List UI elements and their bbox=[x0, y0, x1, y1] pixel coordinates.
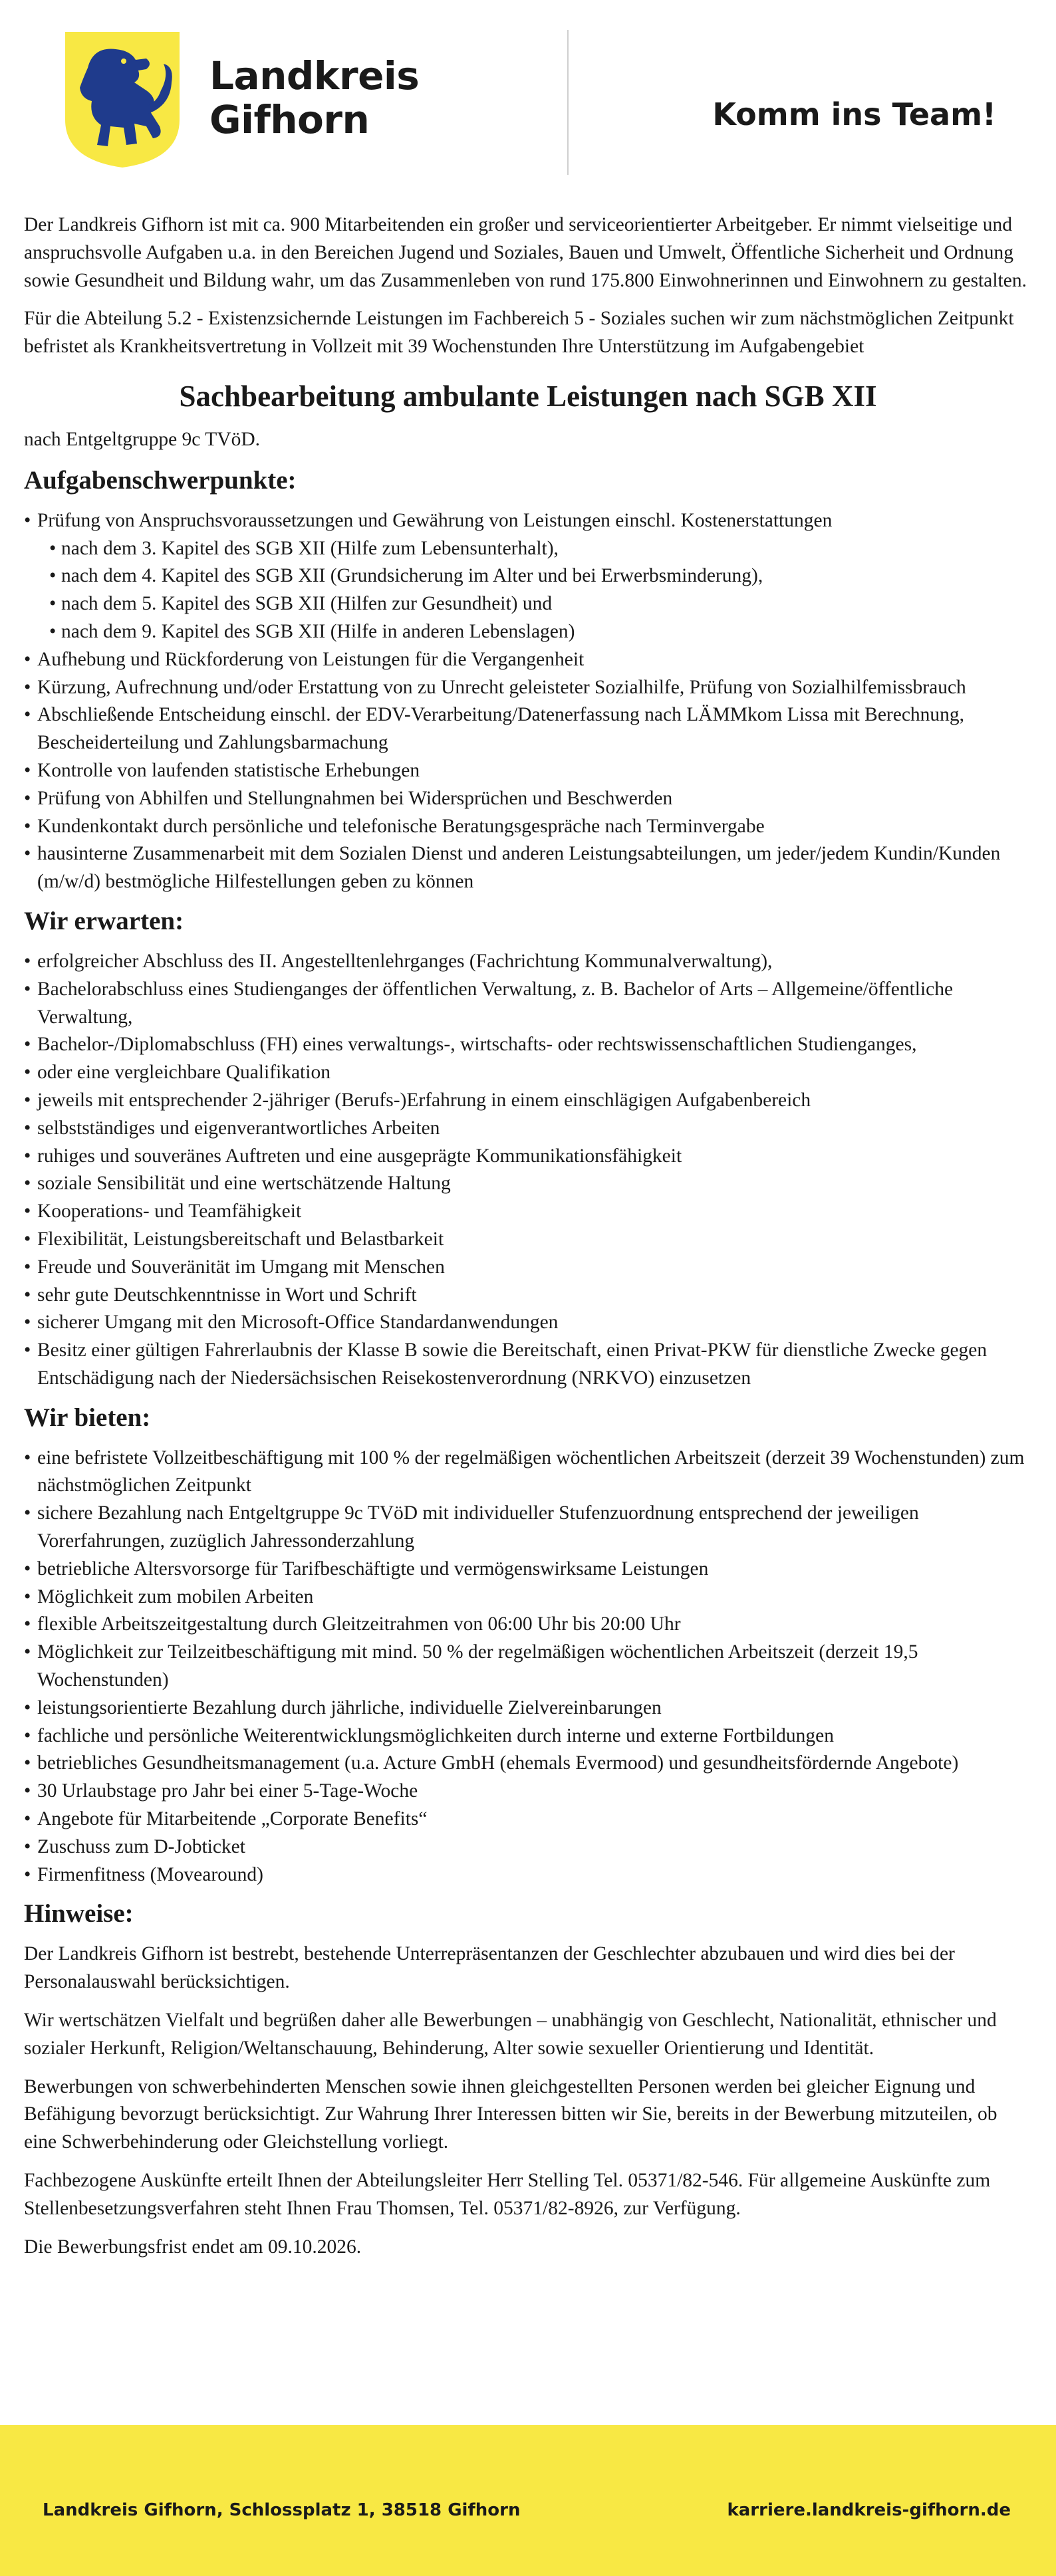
list-item: • oder eine vergleichbare Qualifikation bbox=[24, 1059, 1032, 1087]
brand-wordmark bbox=[209, 53, 420, 144]
list-item: • Möglichkeit zur Teilzeitbeschäftigung mit mind. 50 % der regelmäßigen wöchentlichen Arbeitszeit (derzeit 19,5 Wochenstunden) bbox=[24, 1639, 1032, 1695]
list-item: • 30 Urlaubstage pro Jahr bei einer 5-Tage-Woche bbox=[24, 1778, 1032, 1806]
lion-shield-icon bbox=[47, 27, 199, 170]
application-deadline: Die Bewerbungsfrist endet am 09.10.2026. bbox=[24, 2236, 362, 2258]
list-item: • sichere Bezahlung nach Entgeltgruppe 9c TVöD mit individueller Stufenzuordnung entsprechend der jeweiligen Vorerfahrungen, zuzüglich Jahressonderzahlung bbox=[24, 1500, 1032, 1556]
list-item: • Firmenfitness (Movearound) bbox=[24, 1861, 1032, 1889]
list-item: • leistungsorientierte Bezahlung durch jährliche, individuelle Zielvereinbarungen bbox=[24, 1695, 1032, 1722]
list-item: • erfolgreicher Abschluss des II. Angestelltenlehrganges (Fachrichtung Kommunalverwaltung), bbox=[24, 948, 1032, 976]
list-item: • Kooperations- und Teamfähigkeit bbox=[24, 1198, 1032, 1226]
list-item: • Kontrolle von laufenden statistische Erhebungen bbox=[24, 757, 1032, 785]
list-item: • Bachelor-/Diplomabschluss (FH) eines verwaltungs-, wirtschafts- oder rechtswissenschaftlichen Studienganges, bbox=[24, 1031, 1032, 1059]
list-item: • ruhiges und souveränes Auftreten und eine ausgeprägte Kommunikationsfähigkeit bbox=[24, 1143, 1032, 1171]
list-item: • Kürzung, Aufrechnung und/oder Erstattung von zu Unrecht geleisteter Sozialhilfe, Prüfung von Sozialhilfemissbrauch bbox=[24, 674, 1032, 702]
list-item: • sicherer Umgang mit den Microsoft-Office Standardanwendungen bbox=[24, 1309, 1032, 1337]
list-item bbox=[24, 507, 1032, 646]
list-item: • hausinterne Zusammenarbeit mit dem Sozialen Dienst und anderen Leistungsabteilungen, um jeder/jedem Kundin/Kunden (m/w/d) bestmögliche Hilfestellungen geben zu können bbox=[24, 840, 1032, 896]
job-title: Sachbearbeitung ambulante Leistungen nach SGB XII bbox=[179, 379, 877, 413]
career-website-link[interactable]: karriere.landkreis-gifhorn.de bbox=[727, 2500, 1011, 2520]
list-item: • eine befristete Vollzeitbeschäftigung mit 100 % der regelmäßigen wöchentlichen Arbeitszeit (derzeit 39 Wochenstunden) zum nächstmöglichen Zeitpunkt bbox=[24, 1445, 1032, 1500]
list-item: • jeweils mit entsprechender 2-jähriger (Berufs-)Erfahrung in einem einschlägigen Aufgabenbereich bbox=[24, 1087, 1032, 1115]
sub-list-item: • nach dem 4. Kapitel des SGB XII (Grundsicherung im Alter und bei Erwerbsminderung), bbox=[37, 562, 1032, 590]
tasks-sublist bbox=[37, 535, 1032, 646]
intro-paragraph: Für die Abteilung 5.2 - Existenzsichernde Leistungen im Fachbereich 5 - Soziales suchen wir zum nächstmöglichen Zeitpunkt befristet als Krankheitsvertretung in Vollzeit mit 39 Wochenstunden Ihre Unterstützung im Aufgabengebiet bbox=[24, 308, 1014, 358]
list-item: • betriebliches Gesundheitsmanagement (u.a. Acture GmbH (ehemals Evermood) und gesundheitsfördernde Angebote) bbox=[24, 1750, 1032, 1778]
slogan: Komm ins Team! bbox=[712, 96, 996, 132]
sub-list-item: • nach dem 9. Kapitel des SGB XII (Hilfe in anderen Lebenslagen) bbox=[37, 618, 1032, 646]
list-item: • Aufhebung und Rückforderung von Leistungen für die Vergangenheit bbox=[24, 646, 1032, 674]
list-item: • betriebliche Altersvorsorge für Tarifbeschäftigte und vermögenswirksame Leistungen bbox=[24, 1556, 1032, 1583]
notes-paragraph: Wir wertschätzen Vielfalt und begrüßen daher alle Bewerbungen – unabhängig von Geschlecht, Nationalität, ethnischer und sozialer Herkunft, Religion/Weltanschauung, Behinderung, Alter sowie sexueller Orientierung und Identität. bbox=[24, 2010, 997, 2059]
pay-grade: nach Entgeltgruppe 9c TVöD. bbox=[24, 428, 260, 450]
notes-paragraph: Bewerbungen von schwerbehinderten Menschen sowie ihnen gleichgestellten Personen werden bei gleicher Eignung und Befähigung bevorzugt berücksichtigt. Zur Wahrung Ihrer Interessen bitten wir Sie, bereits in der Bewerbung mitzuteilen, ob eine Schwerbehinderung oder Gleichstellung vorliegt. bbox=[24, 2075, 997, 2153]
list-item: • soziale Sensibilität und eine wertschätzende Haltung bbox=[24, 1170, 1032, 1198]
main-content bbox=[24, 211, 1032, 2272]
tasks-list bbox=[24, 507, 1032, 896]
list-item: • Zuschuss zum D-Jobticket bbox=[24, 1833, 1032, 1861]
list-item: • selbstständiges und eigenverantwortliches Arbeiten bbox=[24, 1115, 1032, 1143]
intro-paragraph: Der Landkreis Gifhorn ist mit ca. 900 Mitarbeitenden ein großer und serviceorientierter Arbeitgeber. Er nimmt vielseitige und anspruchsvolle Aufgaben u.a. in den Bereichen Jugend und Soziales, Bauen und Umwelt, Öffentliche Sicherheit und Ordnung sowie Gesundheit und Bildung wahr, um das Zusammenleben von rund 175.800 Einwohnerinnen und Einwohnern zu gestalten. bbox=[24, 214, 1027, 291]
list-item: • fachliche und persönliche Weiterentwicklungsmöglichkeiten durch interne und externe Fortbildungen bbox=[24, 1722, 1032, 1750]
header bbox=[0, 0, 1056, 179]
header-divider bbox=[567, 30, 569, 175]
list-item: • Freude und Souveränität im Umgang mit Menschen bbox=[24, 1254, 1032, 1282]
brand-line-1: Landkreis bbox=[209, 53, 420, 98]
list-item: • Bachelorabschluss eines Studienganges der öffentlichen Verwaltung, z. B. Bachelor of Arts – Allgemeine/öffentliche Verwaltung, bbox=[24, 976, 1032, 1032]
list-item: • Kundenkontakt durch persönliche und telefonische Beratungsgespräche nach Terminvergabe bbox=[24, 813, 1032, 841]
brand-line-2: Gifhorn bbox=[209, 97, 370, 142]
list-item: • Möglichkeit zum mobilen Arbeiten bbox=[24, 1583, 1032, 1611]
offer-list bbox=[24, 1445, 1032, 1889]
expect-list bbox=[24, 948, 1032, 1393]
list-item-text: Prüfung von Anspruchsvoraussetzungen und Gewährung von Leistungen einschl. Kostenerstattungen bbox=[37, 509, 833, 531]
list-item: • Flexibilität, Leistungsbereitschaft und Belastbarkeit bbox=[24, 1226, 1032, 1254]
footer bbox=[0, 2425, 1056, 2576]
list-item: • sehr gute Deutschkenntnisse in Wort und Schrift bbox=[24, 1282, 1032, 1310]
sub-list-item: • nach dem 3. Kapitel des SGB XII (Hilfe zum Lebensunterhalt), bbox=[37, 535, 1032, 563]
notes-paragraph: Fachbezogene Auskünfte erteilt Ihnen der Abteilungsleiter Herr Stelling Tel. 05371/82-546. Für allgemeine Auskünfte zum Stellenbesetzungsverfahren steht Ihnen Frau Thomsen, Tel. 05371/82-8926, zur Verfügung. bbox=[24, 2170, 991, 2219]
list-item: • Angebote für Mitarbeitende „Corporate Benefits“ bbox=[24, 1806, 1032, 1833]
list-item: • Abschließende Entscheidung einschl. der EDV-Verarbeitung/Datenerfassung nach LÄMMkom Lissa mit Berechnung, Bescheiderteilung und Zahlungsbarmachung bbox=[24, 701, 1032, 757]
expect-heading: Wir erwarten: bbox=[24, 906, 184, 935]
list-item: • Besitz einer gültigen Fahrerlaubnis der Klasse B sowie die Bereitschaft, einen Privat-PKW für dienstliche Zwecke gegen Entschädigung nach der Niedersächsischen Reisekostenverordnung (NRKVO) einzusetzen bbox=[24, 1337, 1032, 1393]
list-item: • flexible Arbeitszeitgestaltung durch Gleitzeitrahmen von 06:00 Uhr bis 20:00 Uhr bbox=[24, 1611, 1032, 1639]
tasks-heading: Aufgabenschwerpunkte: bbox=[24, 465, 297, 495]
notes-heading: Hinweise: bbox=[24, 1899, 134, 1929]
list-item: • Prüfung von Abhilfen und Stellungnahmen bei Widersprüchen und Beschwerden bbox=[24, 785, 1032, 813]
sub-list-item: • nach dem 5. Kapitel des SGB XII (Hilfen zur Gesundheit) und bbox=[37, 590, 1032, 618]
notes-paragraph: Der Landkreis Gifhorn ist bestrebt, bestehende Unterrepräsentanzen der Geschlechter abzubauen und wird dies bei der Personalauswahl berücksichtigen. bbox=[24, 1943, 955, 1993]
offer-heading: Wir bieten: bbox=[24, 1403, 151, 1432]
footer-address: Landkreis Gifhorn, Schlossplatz 1, 38518 Gifhorn bbox=[43, 2500, 521, 2520]
